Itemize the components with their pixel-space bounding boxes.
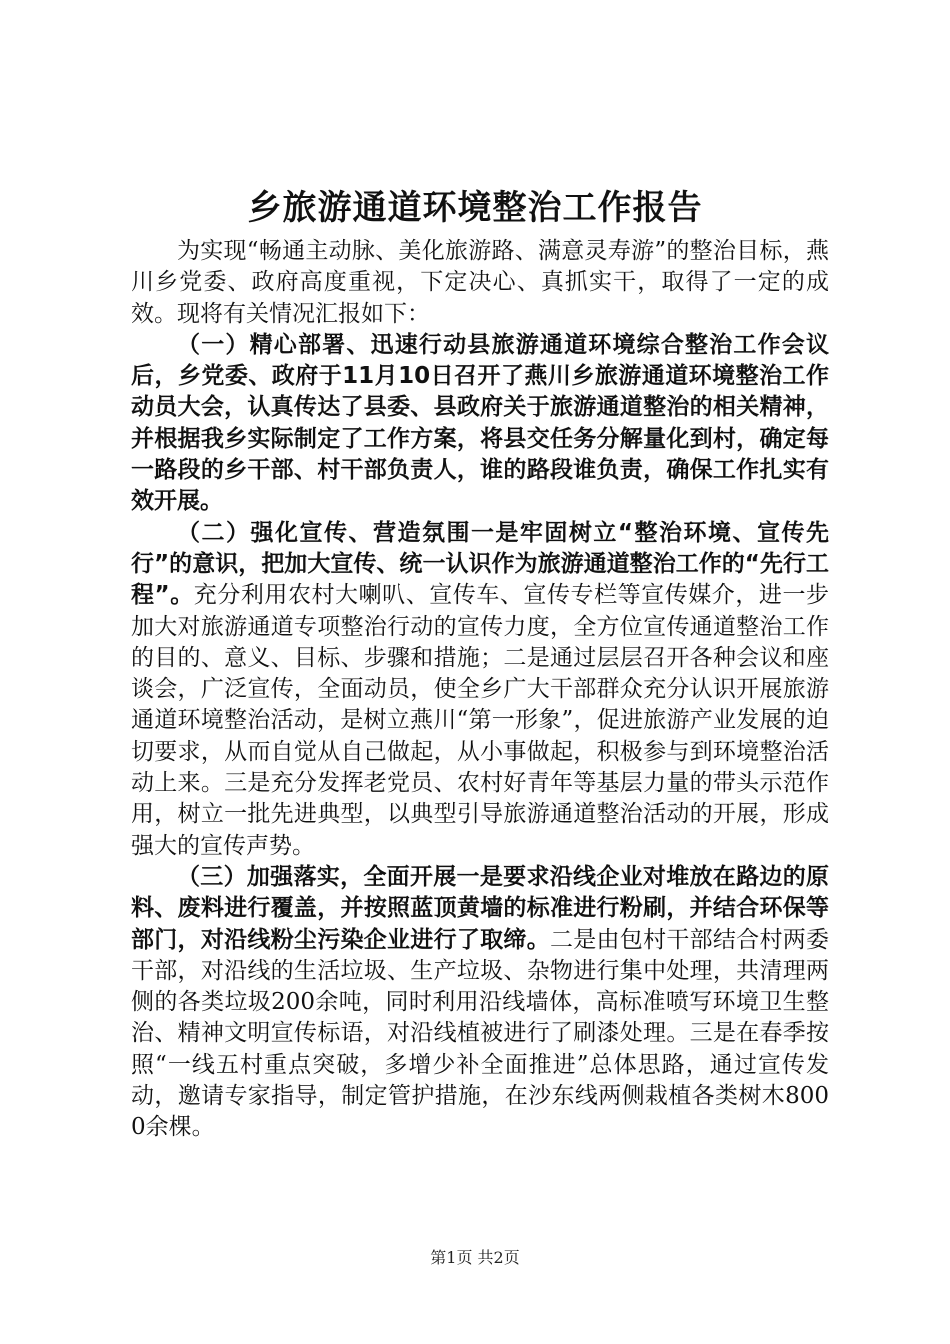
section-3-paragraph xyxy=(131,862,829,1144)
intro-paragraph: 为实现“畅通主动脉、美化旅游路、满意灵寿游”的整治目标，燕川乡党委、政府高度重视，下定决心、真抓实干，取得了一定的成效。现将有关情况汇报如下： xyxy=(131,238,829,327)
section-1-paragraph: （一）精心部署、迅速行动县旅游通道环境综合整治工作会议后，乡党委、政府于11月10日召开了燕川乡旅游通道环境整治工作动员大会，认真传达了县委、县政府关于旅游通道整治的相关精神，并根据我乡实际制定了工作方案，将县交任务分解量化到村，确定每一路段的乡干部、村干部负责人，谁的路段谁负责，确保工作扎实有效开展。 xyxy=(131,331,829,515)
document-title: 乡旅游通道环境整治工作报告 xyxy=(247,188,703,228)
page-number-footer: 第1页 共2页 xyxy=(430,1248,520,1267)
section-3-heading: （三）加强落实，全面开展一是要求沿线企业对堆放在路边的原料、废料进行覆盖，并按照蓝顶黄墙的标准进行粉刷，并结合环保等部门，对沿线粉尘污染企业进行了取缔。 xyxy=(131,863,829,953)
section-3-body: 二是由包村干部结合村两委干部，对沿线的生活垃圾、生产垃圾、杂物进行集中处理，共清理两侧的各类垃圾200余吨，同时利用沿线墙体，高标准喷写环境卫生整治、精神文明宣传标语，对沿线植被进行了刷漆处理。三是在春季按照“一线五村重点突破，多增少补全面推进”总体思路，通过宣传发动，邀请专家指导，制定管护措施，在沙东线两侧栽植各类树木8000余棵。 xyxy=(131,926,830,1141)
section-2-paragraph xyxy=(131,518,829,862)
section-2-body: 充分利用农村大喇叭、宣传车、宣传专栏等宣传媒介，进一步加大对旅游通道专项整治行动的宣传力度，全方位宣传通道整治工作的目的、意义、目标、步骤和措施；二是通过层层召开各种会议和座谈会，广泛宣传，全面动员，使全乡广大干部群众充分认识开展旅游通道环境整治活动，是树立燕川“第一形象”，促进旅游产业发展的迫切要求，从而自觉从自己做起，从小事做起，积极参与到环境整治活动上来。三是充分发挥老党员、农村好青年等基层力量的带头示范作用，树立一批先进典型，以典型引导旅游通道整治活动的开展，形成强大的宣传声势。 xyxy=(131,582,829,859)
section-2-heading: （二）强化宣传、营造氛围一是牢固树立“整治环境、宣传先行”的意识，把加大宣传、统一认识作为旅游通道整治工作的“先行工程”。 xyxy=(131,519,829,609)
document-body xyxy=(131,236,829,1144)
